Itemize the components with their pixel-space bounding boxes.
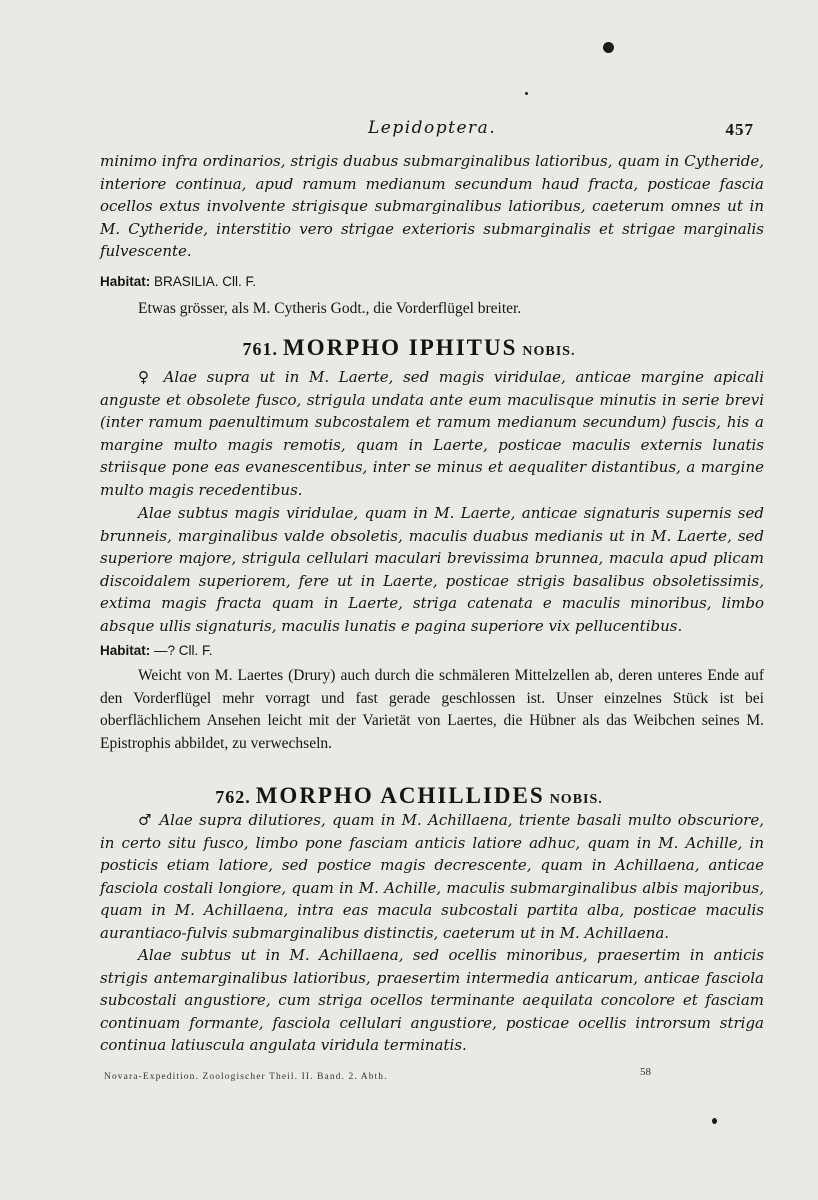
ink-spot (712, 1118, 717, 1124)
habitat-line (100, 271, 764, 294)
continuation-paragraph: minimo infra ordinarios, strigis duabus submarginalibus latioribus, quam in Cytheride, interiore continua, apud ramum medianum secundum haud fracta, posticae fascia ocellos extus involvente strigisque submarginalibus latioribus, caeterum omnes ut in M. Cytheride, interstitio vero strigae exterioris submarginalis et strigae marginalis fulvescente. (100, 152, 764, 260)
sex-symbol-male: ♂ (138, 811, 154, 829)
description-text: Alae supra ut in M. Laerte, sed magis viridulae, anticae margine apicali anguste et obsolete fusco, strigula undata ante eum maculisque minutis in serie brevi (inter ramum paenultimum subcostalem et ramum medianum secundum) fuscis, his a margine multo magis remotis, quam in Laerte, posticae maculis externis lunatis striisque pone eas evanescentibus, inter se minus et aequaliter distantibus, a margine multo magis recedentibus. (100, 368, 765, 499)
ink-spot (603, 42, 614, 53)
habitat-label: Habitat: (100, 643, 151, 658)
habitat-value: —? Cll. F. (154, 643, 213, 658)
species-number: 761. (242, 339, 279, 359)
page-header (368, 118, 760, 138)
species-name: MORPHO IPHITUS (283, 335, 518, 360)
habitat-label: Habitat: (100, 274, 151, 289)
species-author: NOBIS. (549, 792, 603, 807)
sex-symbol-female: ♀ (138, 368, 154, 386)
species-number: 762. (215, 787, 251, 807)
species-name: MORPHO ACHILLIDES (255, 783, 545, 808)
running-title: Lepidoptera. (368, 118, 497, 138)
sheet-number: 58 (640, 1066, 651, 1078)
footer-imprint: Novara-Expedition. Zoologischer Theil. II. Band. 2. Abth. (104, 1072, 388, 1082)
habitat-line (100, 640, 764, 663)
page-number: 457 (725, 120, 754, 139)
species-author: NOBIS. (522, 344, 576, 359)
description-upperside-761 (100, 366, 764, 501)
description-underside-761: Alae subtus magis viridulae, quam in M. Laerte, anticae signaturis supernis sed brunneis, marginalibus valde obsoletis, maculis duabus medianis ut in M. Laerte, sed superiore majore, strigula cellulari maculari brevissima brunnea, macula apud plicam discoidalem superiorem, fere ut in Laerte, posticae strigis basalibus obsoletissimis, extima magis fracta quam in Laerte, striga catenata e maculis minoribus, limbo absque ullis signaturis, maculis lunatis e pagina superiore vix pellucentibus. (100, 504, 764, 635)
species-heading-762 (0, 783, 818, 809)
ink-spot (525, 92, 528, 95)
species-heading-761 (0, 335, 818, 361)
description-underside-762: Alae subtus ut in M. Achillaena, sed ocellis minoribus, praesertim in anticis strigis antemarginalibus latioribus, praesertim intermedia anticarum, anticae fasciola subcostali angustiore, cum striga ocellos terminante aequilata concolore et fasciam continuam formante, fasciola cellulari angustiore, posticae ocellis introrsum striga continua latiuscula angulata viridula terminatis. (100, 946, 764, 1054)
habitat-value: BRASILIA. Cll. F. (154, 274, 257, 289)
description-upperside-762 (100, 809, 764, 944)
description-text: Alae supra dilutiores, quam in M. Achillaena, triente basali multo obscuriore, in certo situ fusco, limbo pone fasciam anticis latiore adhuc, quam in M. Achille, in posticis etiam latiore, sed postice magis decrescente, quam in Achillaena, anticae fasciola costali longiore, quam in M. Achille, maculis submarginalibus albis majoribus, quam in M. Achillaena, intra eas macula subcostali partita alba, posticae maculis aurantiaco-fulvis submarginalibus distinctis, caeterum ut in M. Achillaena. (100, 811, 764, 942)
german-note: Etwas grösser, als M. Cytheris Godt., die Vorderflügel breiter. (138, 300, 522, 317)
german-note-761: Weicht von M. Laertes (Drury) auch durch die schmäleren Mittelzellen ab, deren unteres Ende auf den Vorderflügel mehr vorragt und fast gerade geschlossen ist. Unser einzelnes Stück ist bei oberflächlichem Ansehen leicht mit der Varietät von Laertes, die Hübner als das Weibchen seines M. Epistrophis abbildet, zu verwechseln. (100, 667, 764, 752)
